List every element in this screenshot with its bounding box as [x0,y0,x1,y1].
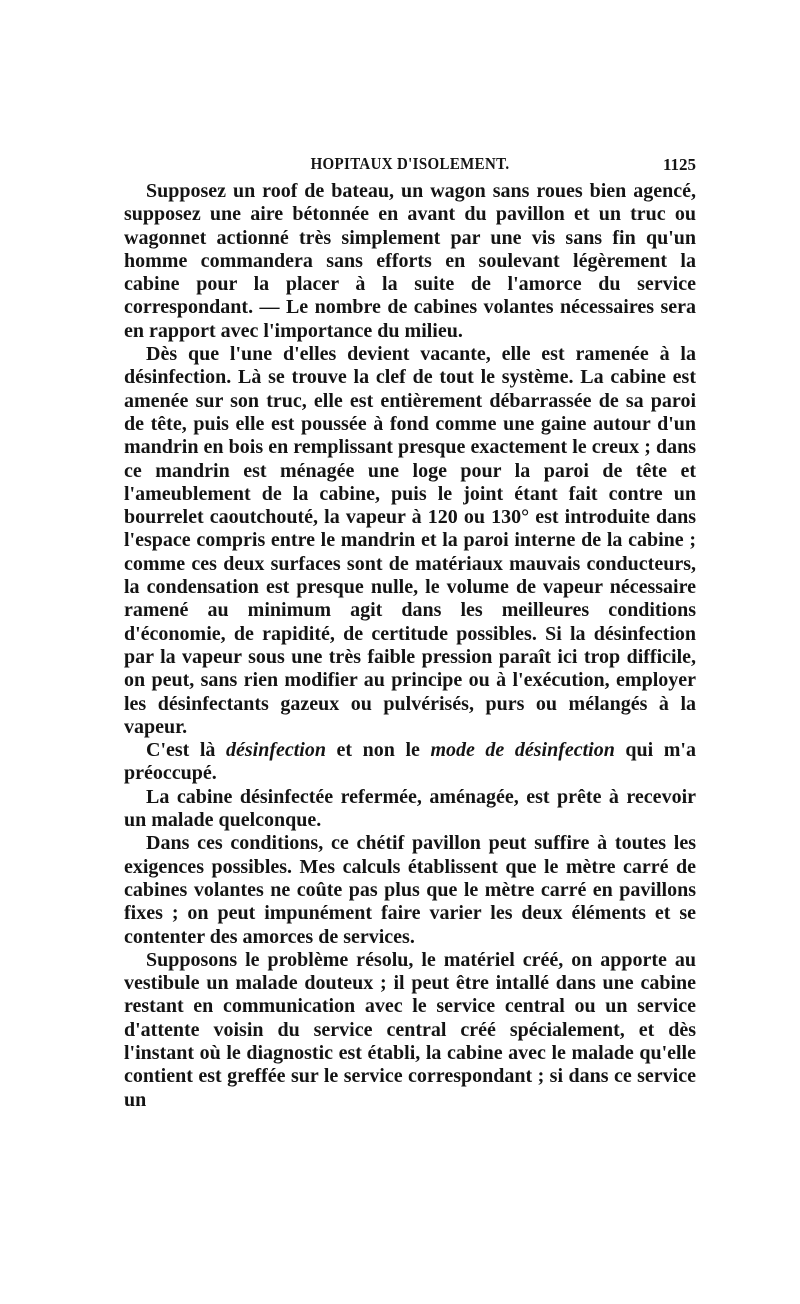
text-run: et non le [326,739,431,762]
paragraph: Dans ces conditions, ce chétif pavillon peut suffire à toutes les exigences possibles. Mes calculs établissent que le mètre carré de cabines volantes ne coûte pas plus que le mètre carré en pavillons fixes ; on peut impunément faire varier les deux éléments et se contenter des amorces de services. [124,832,696,948]
paragraph: Supposons le problème résolu, le matériel créé, on apporte au vestibule un malade douteux ; il peut être intallé dans une cabine restant en communication avec le service central ou un service d'attente voisin du service central créé spécialement, et dès l'instant où le diagnostic est établi, la cabine avec le malade qu'elle contient est greffée sur le service correspondant ; si dans ce service un [124,948,696,1111]
paragraph [124,739,696,786]
page-header [124,154,696,178]
paragraph: Dès que l'une d'elles devient vacante, elle est ramenée à la désinfection. Là se trouve la clef de tout le système. La cabine est amenée sur son truc, elle est entièrement débarrassée de sa paroi de tête, puis elle est poussée à fond comme une gaine autour d'un mandrin en bois en remplissant presque exactement le creux ; dans ce mandrin est ménagée une loge pour la paroi de tête et l'ameublement de la cabine, puis le joint étant fait contre un bourrelet caoutchouté, la vapeur à 120 ou 130° est introduite dans l'espace compris entre le mandrin et la paroi interne de la cabine ; comme ces deux surfaces sont de matériaux mauvais conducteurs, la condensation est presque nulle, le volume de vapeur nécessaire ramené au minimum agit dans les meilleures conditions d'économie, de rapidité, de certitude possibles. Si la désinfection par la vapeur sous une très faible pression paraît ici trop difficile, on peut, sans rien modifier au principe ou à l'exécution, employer les désinfectants gazeux ou pulvérisés, purs ou mélangés à la vapeur. [124,343,696,738]
running-title: HOPITAUX D'ISOLEMENT. [310,154,510,173]
italic-term: mode de désinfection [430,739,615,762]
body-text [124,180,696,1112]
text-run: C'est là [146,739,226,762]
text-run: qui m'a préoccupé. [124,739,696,785]
paragraph: La cabine désinfectée refermée, aménagée, est prête à recevoir un malade quelconque. [124,785,696,832]
page-number: 1125 [662,155,696,174]
paragraph: Supposez un roof de bateau, un wagon sans roues bien agencé, supposez une aire bétonnée en avant du pavillon et un truc ou wagonnet actionné très simplement par une vis sans fin qu'un homme commandera sans efforts en soulevant légèrement la cabine pour la placer à la suite de l'amorce du service correspondant. — Le nombre de cabines volantes nécessaires sera en rapport avec l'importance du milieu. [124,180,696,342]
italic-term: désinfection [226,739,326,762]
